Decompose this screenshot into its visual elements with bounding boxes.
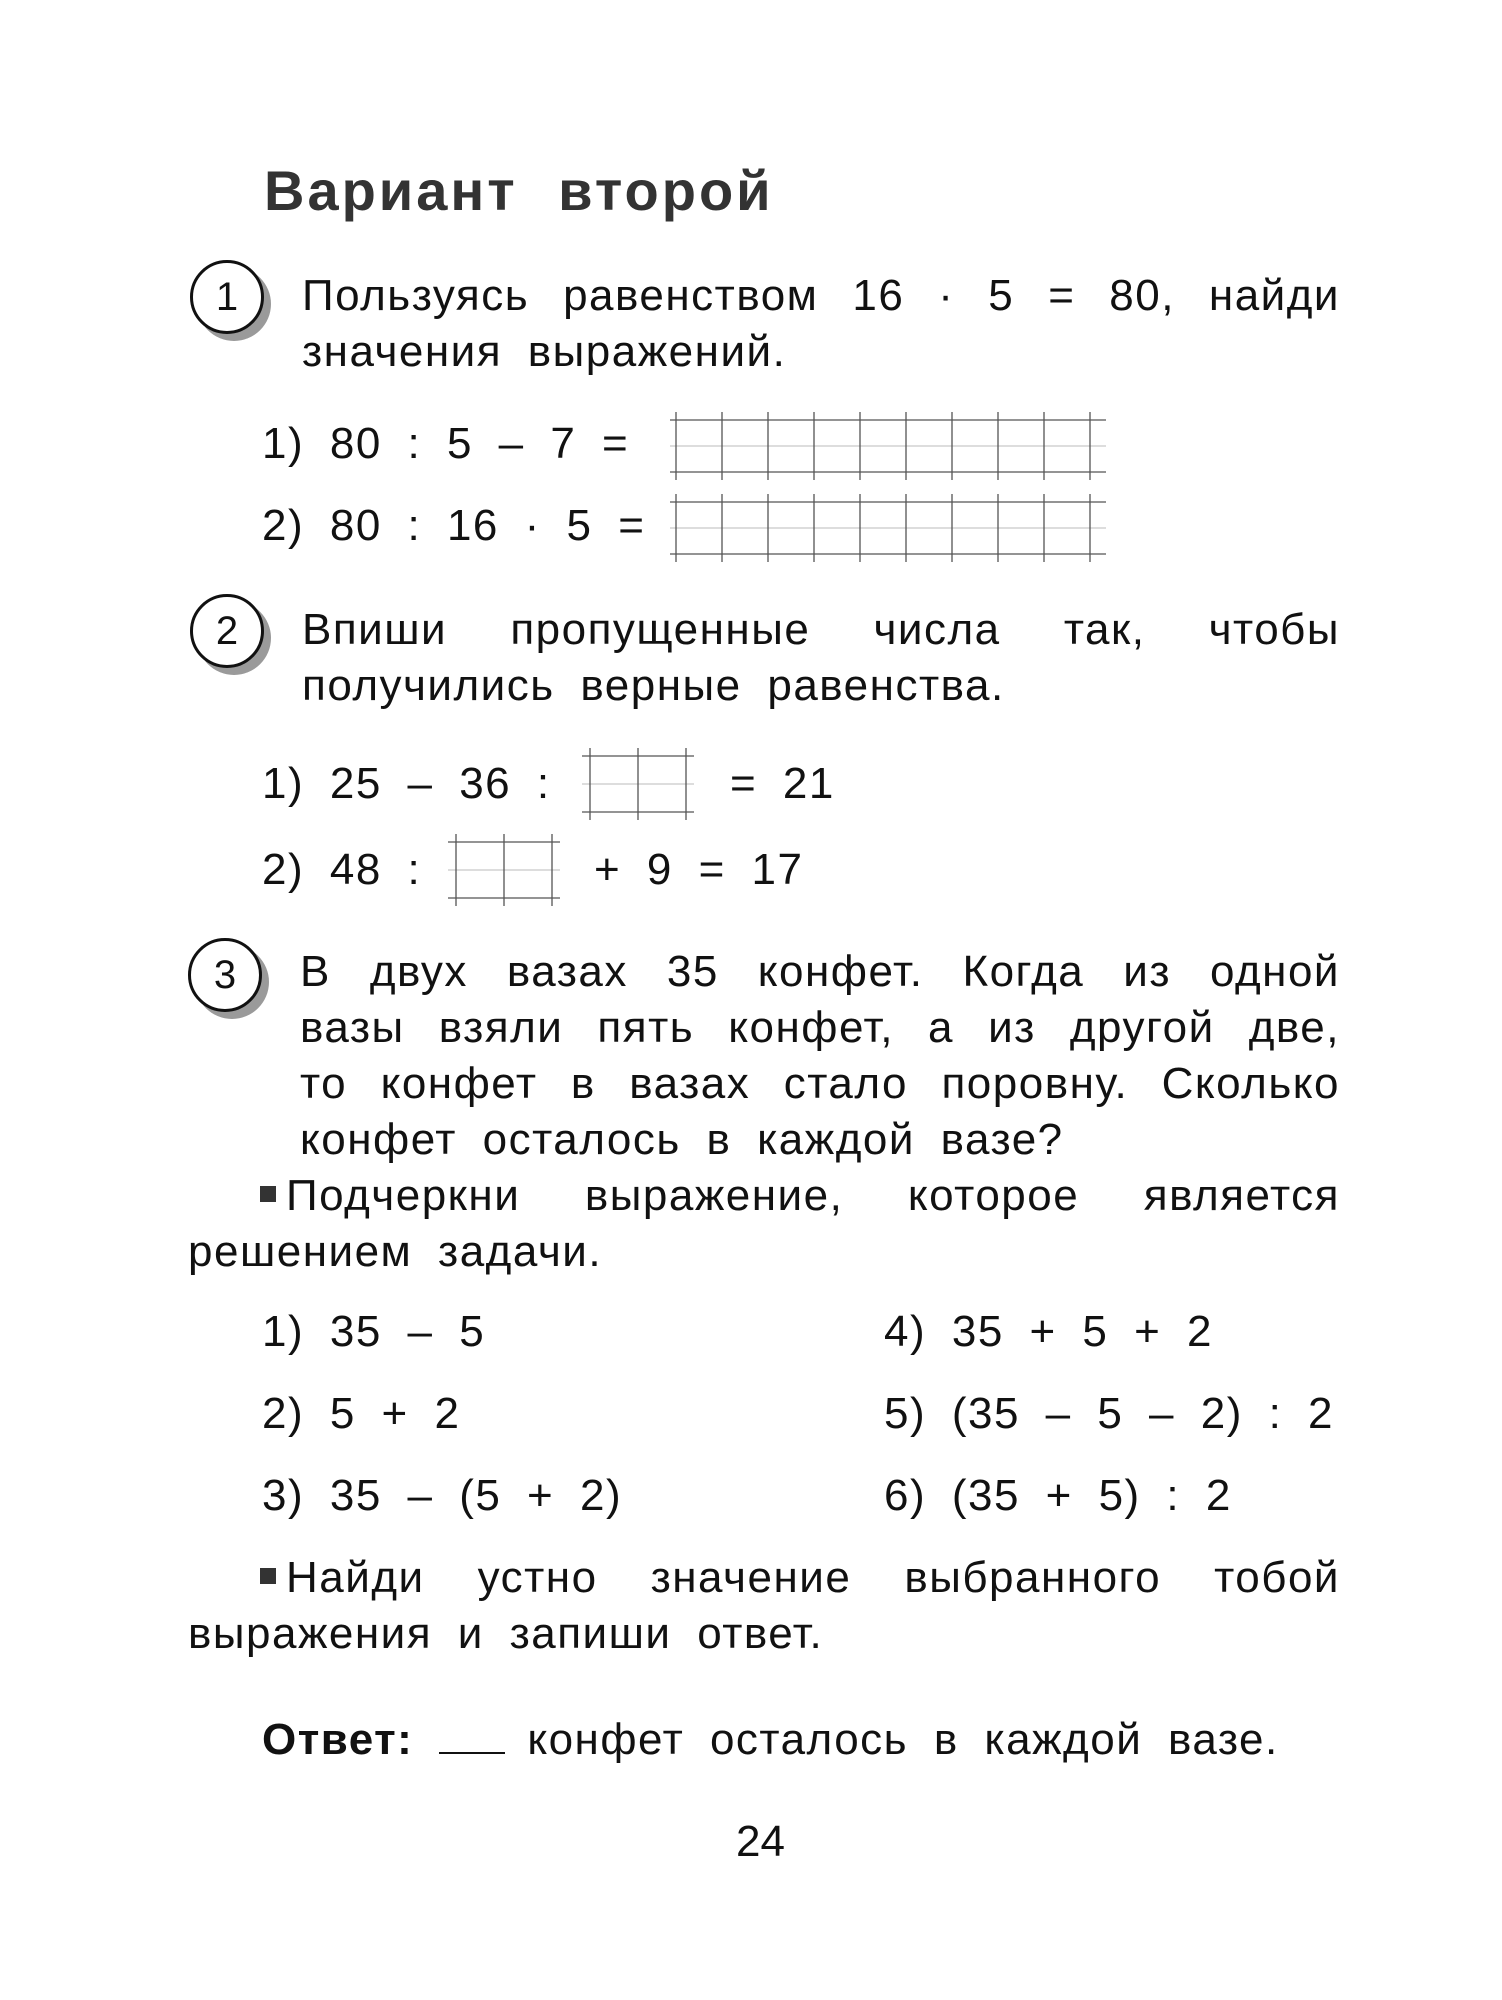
task3-option-1[interactable]: 1) 35 – 5 — [262, 1307, 486, 1356]
task2-number-badge: 2 — [190, 594, 264, 668]
task3-option-3[interactable]: 3) 35 – (5 + 2) — [262, 1471, 623, 1520]
answer-text: конфет осталось в каждой вазе. — [527, 1715, 1279, 1764]
task2-answer-box-1[interactable] — [582, 748, 694, 820]
task3-instruction1-text: Подчеркни выражение, которое является решением задачи. — [188, 1171, 1340, 1276]
bullet-square-icon — [260, 1186, 276, 1202]
task3-text: В двух вазах 35 конфет. Когда из одной вазы взяли пять конфет, а из другой две, то конфет в вазах стало поровну. Сколько конфет осталось в каждой вазе? — [300, 947, 1340, 1164]
task2-item1-after: = 21 — [730, 759, 835, 808]
task3-option-2[interactable]: 2) 5 + 2 — [262, 1389, 461, 1438]
task3-instruction2 — [188, 1550, 1340, 1662]
task2-item2-before: 2) 48 : — [262, 845, 422, 894]
page-title: Вариант второй — [264, 159, 774, 222]
page-number: 24 — [736, 1817, 785, 1866]
task2-item2-after: + 9 = 17 — [594, 845, 804, 894]
answer-label: Ответ: — [262, 1715, 414, 1764]
task1-answer-grid-2[interactable] — [670, 494, 1106, 562]
answer-line — [262, 1712, 1279, 1768]
bullet-square-icon — [260, 1568, 276, 1584]
task1-item1-label: 1) 80 : 5 – 7 = — [262, 419, 630, 468]
task1-text: Пользуясь равенством 16 · 5 = 80, найди значения выражений. — [302, 271, 1340, 376]
task3-instruction1 — [188, 1168, 1340, 1280]
task3-number-badge: 3 — [188, 938, 262, 1012]
task2-item1-before: 1) 25 – 36 : — [262, 759, 551, 808]
answer-blank[interactable] — [439, 1712, 505, 1754]
task3-option-6[interactable]: 6) (35 + 5) : 2 — [884, 1471, 1232, 1520]
task1-item2-label: 2) 80 : 16 · 5 = — [262, 501, 646, 550]
task2-answer-box-2[interactable] — [448, 834, 560, 906]
task3-option-4[interactable]: 4) 35 + 5 + 2 — [884, 1307, 1214, 1356]
task3-option-5[interactable]: 5) (35 – 5 – 2) : 2 — [884, 1389, 1335, 1438]
task2-text: Впиши пропущенные числа так, чтобы получились верные равенства. — [302, 605, 1340, 710]
task1-answer-grid-1[interactable] — [670, 412, 1106, 480]
task3-instruction2-text: Найди устно значение выбранного тобой выражения и запиши ответ. — [188, 1553, 1340, 1658]
task1-number-badge: 1 — [190, 260, 264, 334]
